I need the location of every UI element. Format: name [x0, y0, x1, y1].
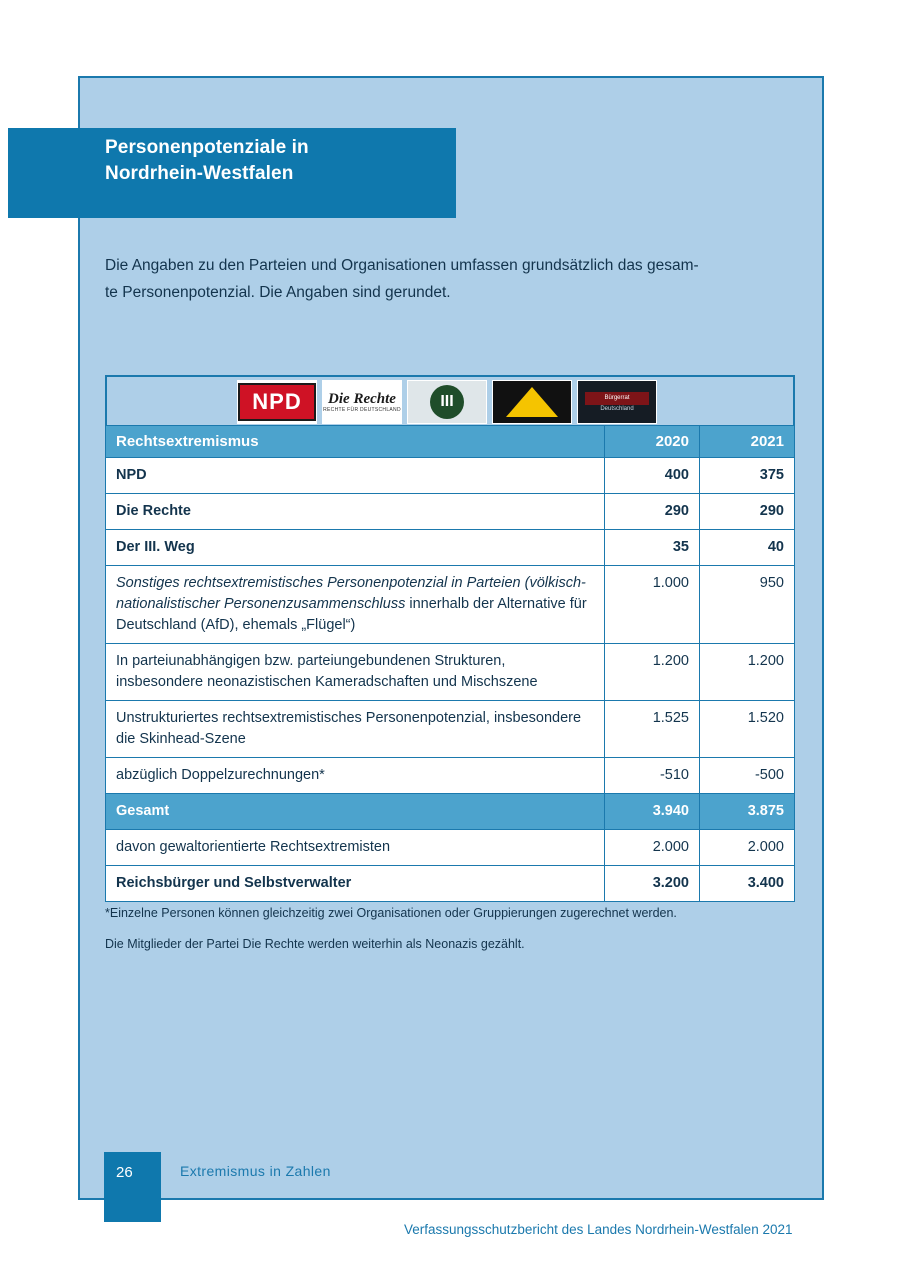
reichsbuerger-logo — [577, 380, 657, 424]
table-row — [106, 866, 795, 902]
row-value-2020: 1.200 — [605, 644, 700, 701]
der-dritte-weg-logo — [407, 380, 487, 424]
row-value-2021: 375 — [700, 458, 795, 494]
table-row — [106, 566, 795, 644]
intro-line-1: Die Angaben zu den Parteien und Organisationen umfassen grundsätzlich das gesam- — [105, 257, 699, 274]
row-label-normal: innerhalb der Alternative für Deutschland (AfD), ehemals „Flügel“) — [116, 596, 587, 633]
table-header-category: Rechtsextremismus — [106, 426, 605, 458]
row-value-2021: 3.400 — [700, 866, 795, 902]
page-title — [105, 135, 465, 187]
table-row — [106, 458, 795, 494]
row-value-2020: 1.525 — [605, 701, 700, 758]
organization-logo-strip — [105, 375, 795, 426]
table-row — [106, 644, 795, 701]
npd-logo — [237, 380, 317, 424]
kameradschaft-logo-mark — [506, 387, 558, 417]
page-title-line-1: Personenpotenziale in — [105, 137, 309, 158]
logo-list — [237, 380, 657, 424]
die-rechte-logo — [322, 380, 402, 424]
page-number: 26 — [116, 1164, 133, 1181]
row-label: Gesamt — [106, 794, 605, 830]
row-value-2021: 290 — [700, 494, 795, 530]
row-value-2020: 400 — [605, 458, 700, 494]
row-value-2021: -500 — [700, 758, 795, 794]
table-header-2021: 2021 — [700, 426, 795, 458]
row-value-2021: 40 — [700, 530, 795, 566]
table-header-row — [106, 426, 795, 458]
table-row — [106, 530, 795, 566]
row-value-2020: 3.940 — [605, 794, 700, 830]
kameradschaft-logo — [492, 380, 572, 424]
row-value-2020: 1.000 — [605, 566, 700, 644]
row-label: NPD — [106, 458, 605, 494]
row-value-2020: -510 — [605, 758, 700, 794]
row-value-2020: 35 — [605, 530, 700, 566]
die-rechte-logo-sublabel: RECHTE FÜR DEUTSCHLAND — [323, 407, 401, 413]
row-label: Reichsbürger und Selbstverwalter — [106, 866, 605, 902]
table-total-row — [106, 794, 795, 830]
table-row — [106, 701, 795, 758]
row-value-2020: 290 — [605, 494, 700, 530]
row-label: Unstrukturiertes rechtsextremistisches Personenpotenzial, insbesondere die Skinhead-Szene — [106, 701, 605, 758]
intro-paragraph — [105, 252, 795, 306]
personenpotenziale-table — [105, 425, 795, 902]
row-value-2020: 3.200 — [605, 866, 700, 902]
die-rechte-logo-label: Die Rechte — [328, 391, 396, 407]
table-header-2020: 2020 — [605, 426, 700, 458]
row-value-2021: 1.200 — [700, 644, 795, 701]
row-label: In parteiunabhängigen bzw. parteiungebundenen Strukturen, insbesondere neonazistischen Kameradschaften und Mischszene — [106, 644, 605, 701]
row-label-italic: Sonstiges rechtsextremistisches Personenpotenzial in Parteien (völkisch-nationalistischer Personenzusammenschluss — [116, 575, 586, 612]
table-row — [106, 494, 795, 530]
reichsbuerger-logo-label: Bürgerrat — [585, 392, 649, 405]
table-row — [106, 830, 795, 866]
footnote-1: *Einzelne Personen können gleichzeitig zwei Organisationen oder Gruppierungen zugerechnet werden. — [105, 906, 677, 920]
row-value-2021: 2.000 — [700, 830, 795, 866]
reichsbuerger-logo-sublabel: Deutschland — [600, 405, 634, 412]
footnotes — [105, 898, 795, 960]
row-value-2021: 1.520 — [700, 701, 795, 758]
footer-report-title: Verfassungsschutzbericht des Landes Nordrhein-Westfalen 2021 — [404, 1222, 793, 1237]
row-label: abzüglich Doppelzurechnungen* — [106, 758, 605, 794]
footnote-2: Die Mitglieder der Partei Die Rechte werden weiterhin als Neonazis gezählt. — [105, 937, 525, 951]
row-label — [106, 566, 605, 644]
table-row — [106, 758, 795, 794]
row-label: Die Rechte — [106, 494, 605, 530]
page-number-box — [104, 1152, 161, 1222]
der-dritte-weg-logo-mark: III — [430, 385, 464, 419]
footer-chapter-title: Extremismus in Zahlen — [180, 1163, 331, 1179]
npd-logo-label: NPD — [238, 383, 316, 421]
row-label: davon gewaltorientierte Rechtsextremisten — [106, 830, 605, 866]
intro-line-2: te Personenpotenzial. Die Angaben sind gerundet. — [105, 284, 451, 301]
row-value-2020: 2.000 — [605, 830, 700, 866]
row-label: Der III. Weg — [106, 530, 605, 566]
page-title-line-2: Nordrhein-Westfalen — [105, 163, 294, 184]
row-value-2021: 3.875 — [700, 794, 795, 830]
row-value-2021: 950 — [700, 566, 795, 644]
